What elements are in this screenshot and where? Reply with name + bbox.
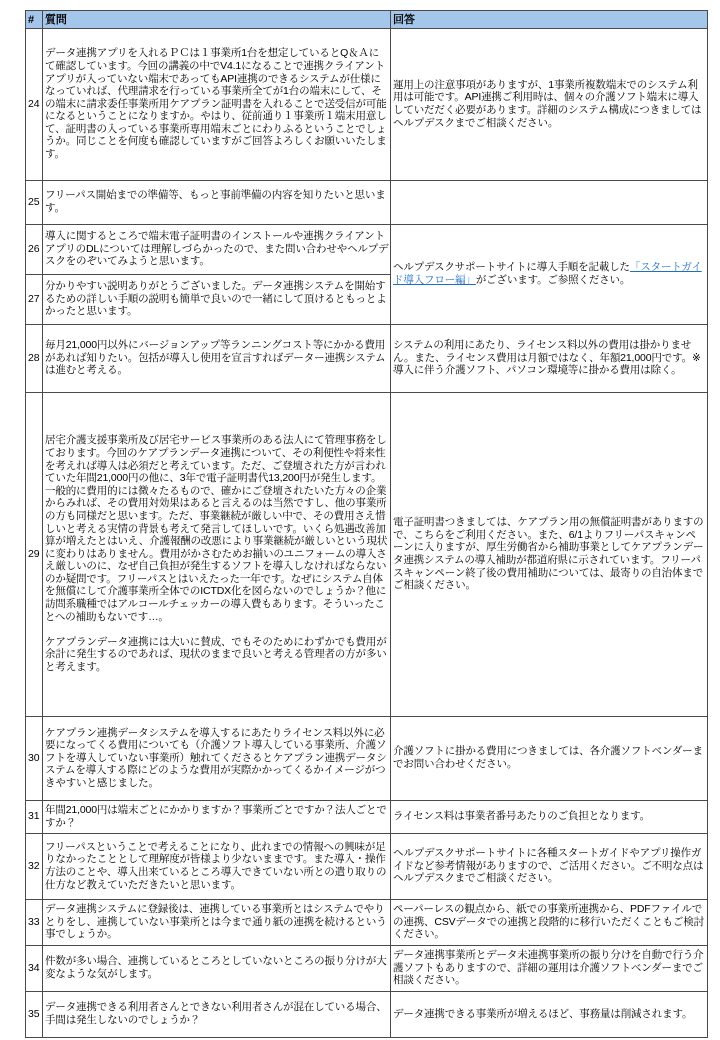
answer-cell: データ連携事業所とデータ未連携事業所の振り分けを自動で行う介護ソフトもありますので、詳細の運用は介護ソフトベンダーまでご相談ください。 (391, 946, 708, 992)
start-guide-link[interactable]: 「スタートガイド導入フロー編」 (393, 261, 702, 286)
row-number-cell: 32 (26, 834, 43, 900)
column-header-number: # (26, 11, 43, 29)
question-cell: 件数が多い場合、連携しているところとしていないところの振り分けが大変なような気がします。 (43, 946, 391, 992)
row-number-cell: 34 (26, 946, 43, 992)
row-number-cell: 28 (26, 325, 43, 393)
answer-cell: ライセンス料は事業者番号あたりのご負担となります。 (391, 801, 708, 834)
answer-text-before-link: ヘルプデスクサポートサイトに導入手順を記載した (393, 261, 630, 274)
row-number-cell: 31 (26, 801, 43, 834)
answer-cell: 運用上の注意事項がありますが、1事業所複数端末でのシステム利用は可能です。API連携ご利用時は、個々の介護ソフト端末に導入していだだく必要があります。詳細のシステム構成につきましてはヘルプデスクまでご相談ください。 (391, 29, 708, 181)
question-cell: 年間21,000円は端末ごとにかかりますか？事業所ごとですか？法人ごとですか？ (43, 801, 391, 834)
table-body (26, 29, 708, 1038)
answer-cell (391, 181, 708, 225)
question-paragraph-2: ケアプランデータ連携には大いに賛成、でもそのためにわずかでも費用が余計に発生するのであれば、現状のままで良いと考える管理者の方が多いと考えます。 (45, 635, 387, 674)
table-row (26, 717, 708, 801)
table-row (26, 225, 708, 275)
row-number-cell: 30 (26, 717, 43, 801)
question-cell: データ連携できる利用者さんとできない利用者さんが混在している場合、手間は発生しないのでしょうか？ (43, 992, 391, 1038)
question-cell: 毎月21,000円以外にバージョンアップ等ランニングコスト等にかかる費用があれば知りたい。包括が導入し使用を宣言すればデーター連携システムは進むと考える。 (43, 325, 391, 393)
table-header (26, 11, 708, 29)
table-row (26, 325, 708, 393)
paragraph-spacer (45, 623, 389, 636)
answer-cell (391, 225, 708, 325)
row-number-cell: 24 (26, 29, 43, 181)
question-paragraph-1: 居宅介護支援事業所及び居宅サービス事業所のある法人にて管理事務をしております。今回のケアプランデータ連携について、その利便性や将来性を考えれば導入は必須だと考えています。ただ、ご登壇された方が言われていた年間21,000円の他に、3年で電子証明書代13,200円が発生します。一般的に費用的には微々たるもので、確かにご登壇されたいた方々の企業からみれば、その費用対効果はあると言えるのは当然ですし、他の事業所の方も同様だと思います。ただ、事業継続が厳しい中で、その費用さえ惜しいと考える実情の背景も考えて発言してほしいです。いくら処遇改善加算が増えたとはいえ、介護報酬の改悪により事業継続が厳しいという現状に変わりはありません。費用がかさむためお揃いのユニフォームの導入さえ厳しいのに、なぜ自己負担が発生するソフトを導入しなければならないのか疑問です。フリーパスとはいえたった一年です。なぜにシステム自体を無償にして介護事業所全体でのICTDX化を図らないのでしょうか？他に訪問系職種ではアルコールチェッカーの導入費もあります。そういったことへの補助もないです…。 (45, 434, 388, 623)
table-row (26, 992, 708, 1038)
answer-cell: 電子証明書つきましては、ケアプラン用の無償証明書がありますので、こちらをご利用ください。また、6/1よりフリーパスキャンペーンに入りますが、厚生労働省から補助事業としてケアプランデータ連携システムの導入補助が都道府県に示されています。フリーパスキャンペーン終了後の費用補助については、最寄りの自治体までご相談ください。 (391, 393, 708, 717)
column-header-answer: 回答 (391, 11, 708, 29)
table-row (26, 181, 708, 225)
answer-cell: ヘルプデスクサポートサイトに各種スタートガイドやアプリ操作ガイドなど参考情報がありますので、ご活用ください。ご不明な点はヘルプデスクまでご相談ください。 (391, 834, 708, 900)
qa-table (25, 10, 708, 1038)
table-row (26, 393, 708, 717)
answer-text-after-link: がございます。ご参照ください。 (475, 274, 631, 286)
row-number-cell: 29 (26, 393, 43, 717)
table-row (26, 900, 708, 946)
row-number-cell: 33 (26, 900, 43, 946)
table-row (26, 29, 708, 181)
question-cell: 分かりやすい説明ありがとうございました。データ連携システムを開始するための詳しい手順の説明も簡単で良いので一緒にして頂けるともっとよかったと思います。 (43, 275, 391, 325)
row-number-cell: 35 (26, 992, 43, 1038)
answer-cell: データ連携できる事業所が増えるほど、事務量は削減されます。 (391, 992, 708, 1038)
question-cell: データ連携システムに登録後は、連携している事業所とはシステムでやりとりをし、連携していない事業所とは今まで通り紙の連携を続けるという事でしょうか。 (43, 900, 391, 946)
table-row (26, 834, 708, 900)
question-cell: 導入に関するところで端末電子証明書のインストールや連携クライアントアプリのDLについては理解しづらかったので、また問い合わせやヘルプデスクをのぞいてみようと思います。 (43, 225, 391, 275)
question-cell: フリーパスということで考えることになり、此れまでの情報への興味が足りなかったこととして理解度が皆様より少ないままです。また導入・操作方法のことや、導入出来ているところ導入できていない所との遣り取りの仕方など教えていただきたいと思います。 (43, 834, 391, 900)
row-number-cell: 27 (26, 275, 43, 325)
question-cell (43, 393, 391, 717)
question-cell: ケアプラン連携データシステムを導入するにあたりライセンス料以外に必要になってくる費用についても（介護ソフト導入している事業所、介護ソフトを導入していない事業所）触れてくださるとケアプラン連携データシステムを導入する際にどのような費用が実際かかってくるかイメージがつきやすいと感じました。 (43, 717, 391, 801)
table-header-row (26, 11, 708, 29)
column-header-question: 質問 (43, 11, 391, 29)
question-cell: データ連携アプリを入れるＰＣは１事業所1台を想定しているとQ＆Ａにて確認しています。今回の講義の中でV4.1になることで連携クライアントアプリが入っていない端末であってもAPI連携のできるシステムが仕様になっていれば、代理請求を行っている事業所全てが1台の端末にして、その端末に請求委任事業所用ケアプラン証明書を入れることで送受信が可能になるということになりますか。やはり、従前通り１事業所１端末用意して、証明書の入っている事業所専用端末ごとにわりふるということでしょうか。同じことを何度も確認していますがご回答よろしくお願いいたします。 (43, 29, 391, 181)
answer-cell: システムの利用にあたり、ライセンス料以外の費用は掛かりません。また、ライセンス費用は月額ではなく、年額21,000円です。※導入に伴う介護ソフト、パソコン環境等に掛かる費用は除く。 (391, 325, 708, 393)
question-cell: フリーパス開始までの準備等、もっと事前準備の内容を知りたいと思います。 (43, 181, 391, 225)
answer-cell: 介護ソフトに掛かる費用につきましては、各介護ソフトベンダーまでお問い合わせください。 (391, 717, 708, 801)
row-number-cell: 26 (26, 225, 43, 275)
table-row (26, 801, 708, 834)
row-number-cell: 25 (26, 181, 43, 225)
table-row (26, 946, 708, 992)
answer-cell: ペーパーレスの観点から、紙での事業所連携から、PDFファイルでの連携、CSVデータでの連携と段階的に移行いただくこともご検討ください。 (391, 900, 708, 946)
